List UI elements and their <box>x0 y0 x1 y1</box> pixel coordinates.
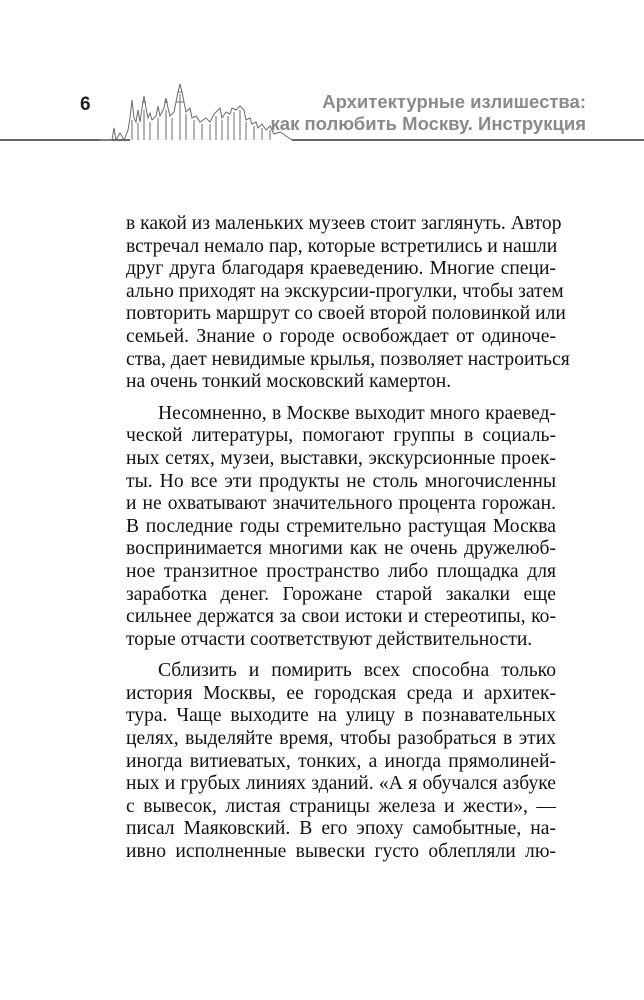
text-line: тура. Чаще выходите на улицу в познавательных <box>126 705 556 727</box>
text-line: ты. Но все эти продукты не столь многочисленны <box>126 470 556 492</box>
text-line: с вывесок, листая страницы железа и жести», — <box>126 795 556 817</box>
text-line: ных сетях, музеи, выставки, экскурсионные проек- <box>126 447 556 469</box>
text-line: воспринимается многими как не очень дружелюб- <box>126 538 556 560</box>
text-line: ивно исполненные вывески густо облепляли лю- <box>126 841 556 863</box>
text-line: история Москвы, ее городская среда и архитек- <box>126 682 556 704</box>
text-line: ческой литературы, помогают группы в социаль- <box>126 425 556 447</box>
text-line: ально приходят на экскурсии-прогулки, чтобы затем <box>126 280 564 302</box>
text-line: повторить маршрут со своей второй половинкой или <box>126 303 566 325</box>
text-line: В последние годы стремительно растущая Москва <box>126 515 556 537</box>
page-number: 6 <box>80 94 91 115</box>
text-line: Несомненно, в Москве выходит много краевед- <box>158 402 556 424</box>
running-title-line-1: Архитектурные излишества: <box>322 91 586 112</box>
running-title-line-2: как полюбить Москву. Инструкция <box>270 113 586 134</box>
text-line: друг друга благодаря краеведению. Многие специ- <box>126 258 556 280</box>
text-line: на очень тонкий московский камертон. <box>126 371 452 393</box>
text-line: встречал немало пар, которые встретились и нашли <box>126 235 558 257</box>
text-line: в какой из маленьких музеев стоит заглянуть. Автор <box>126 213 562 234</box>
text-line: сильнее держатся за свои истоки и стереотипы, ко- <box>126 606 556 628</box>
body-text <box>126 213 570 873</box>
running-header <box>0 0 644 160</box>
text-line: семьей. Знание о городе освобождает от одиноче- <box>126 325 556 347</box>
text-line: ства, дает невидимые крылья, позволяет настроиться <box>126 348 570 370</box>
text-line: торые отчасти соответствуют действительности. <box>126 628 533 650</box>
text-line: ное транзитное пространство либо площадка для <box>126 560 556 582</box>
text-line: и не охватывают значительного процента горожан. <box>126 493 556 515</box>
text-line: иногда витиеватых, тонких, а иногда прямолиней- <box>126 750 556 772</box>
paragraph-2 <box>126 403 556 652</box>
text-line: ных и грубых линиях зданий. «А я обучался азбуке <box>126 773 556 795</box>
text-line: целях, выделяйте время, чтобы разобраться в этих <box>126 728 556 750</box>
paragraph-3 <box>126 660 556 863</box>
text-line: заработка денег. Горожане старой закалки еще <box>126 583 556 605</box>
text-line: Сблизить и помирить всех способна только <box>158 660 556 682</box>
paragraph-1 <box>126 213 570 394</box>
running-title <box>271 91 586 135</box>
text-line: писал Маяковский. В его эпоху самобытные, на- <box>126 818 556 840</box>
